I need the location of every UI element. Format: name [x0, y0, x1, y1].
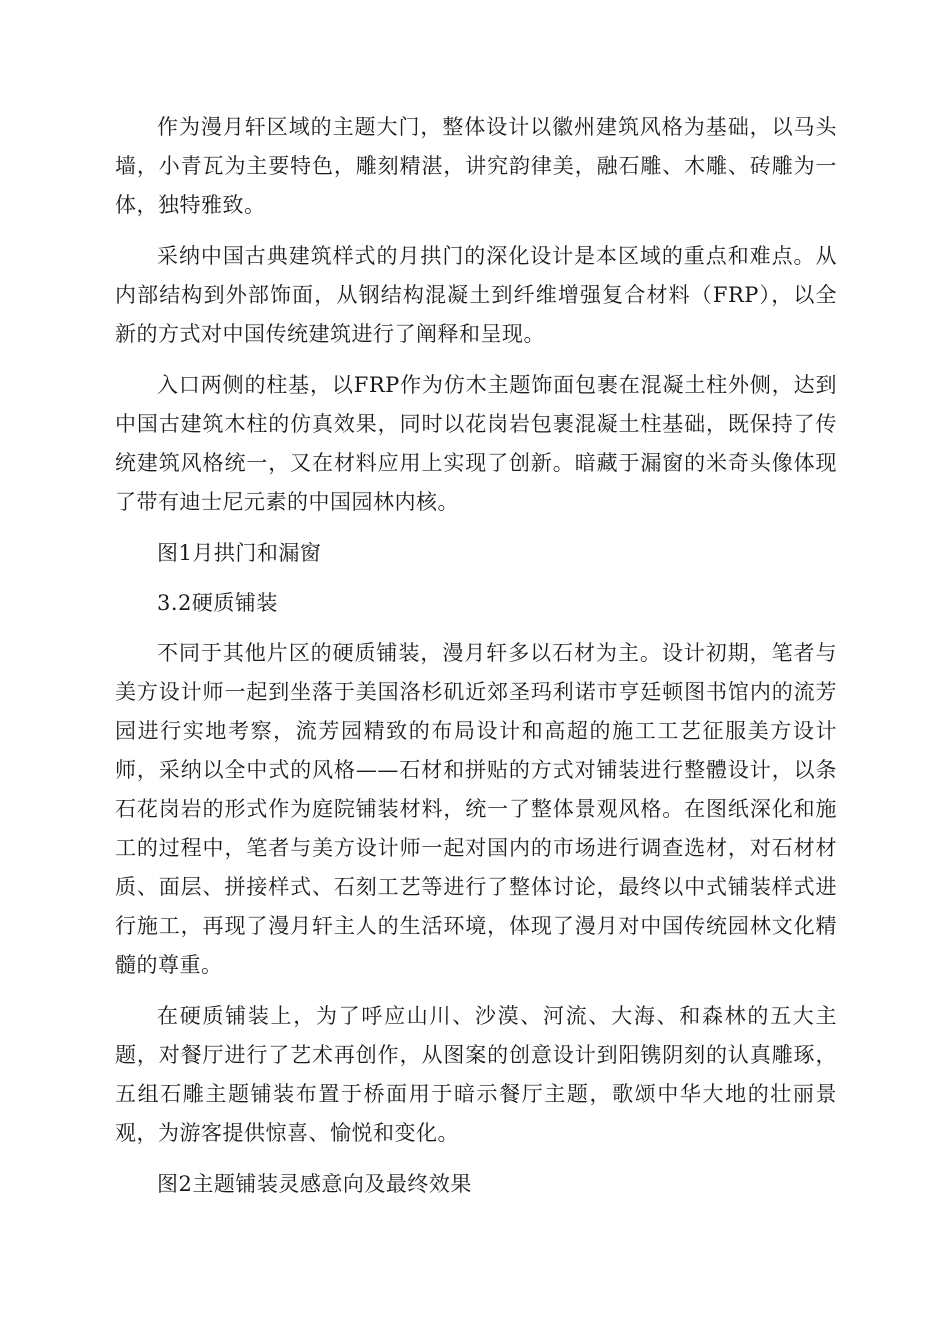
paragraph-hard-paving-themes: 在硬质铺装上，为了呼应山川、沙漠、河流、大海、和森林的五大主题，对餐厅进行了艺术再创作，从图案的创意设计到阳镌阴刻的认真雕琢，五组石雕主题铺装布置于桥面用于暗示餐厅主题，歌颂中华大地的壮丽景观，为游客提供惊喜、愉悦和变化。 [115, 1004, 837, 1145]
paragraph-main-gate: 作为漫月轩区域的主题大门，整体设计以徽州建筑风格为基础，以马头墙，小青瓦为主要特色，雕刻精湛，讲究韵律美，融石雕、木雕、砖雕为一体，独特雅致。 [115, 115, 837, 217]
document-body [115, 108, 837, 1215]
paragraph-hard-paving-stone: 不同于其他片区的硬质铺装，漫月轩多以石材为主。设计初期，笔者与美方设计师一起到坐落于美国洛杉矶近郊圣玛利诺市亨廷顿图书馆内的流芳园进行实地考察，流芳园精致的布局设计和高超的施工工艺征服美方设计师，采纳以全中式的风格——石材和拼贴的方式对铺装进行整體设计，以条石花岗岩的形式作为庭院铺装材料，统一了整体景观风格。在图纸深化和施工的过程中，笔者与美方设计师一起对国内的市场进行调查选材，对石材材质、面层、拼接样式、石刻工艺等进行了整体讨论，最终以中式铺装样式进行施工，再现了漫月轩主人的生活环境，体现了漫月对中国传统园林文化精髓的尊重。 [115, 641, 837, 977]
figure-caption-1: 图1月拱门和漏窗 [157, 541, 322, 565]
figure-caption-2: 图2主题铺装灵感意向及最终效果 [157, 1172, 472, 1196]
paragraph-column-base: 入口两侧的柱基，以FRP作为仿木主题饰面包裹在混凝土柱外侧，达到中国古建筑木柱的仿真效果，同时以花岗岩包裹混凝土柱基础，既保持了传统建筑风格统一，又在材料应用上实现了创新。暗藏于漏窗的米奇头像体现了带有迪士尼元素的中国园林内核。 [115, 373, 837, 514]
paragraph-moon-gate: 采纳中国古典建筑样式的月拱门的深化设计是本区域的重点和难点。从内部结构到外部饰面，从钢结构混凝土到纤维增强复合材料（FRP），以全新的方式对中国传统建筑进行了阐释和呈现。 [115, 244, 837, 346]
section-heading-hard-paving: 3.2硬质铺装 [157, 591, 278, 615]
